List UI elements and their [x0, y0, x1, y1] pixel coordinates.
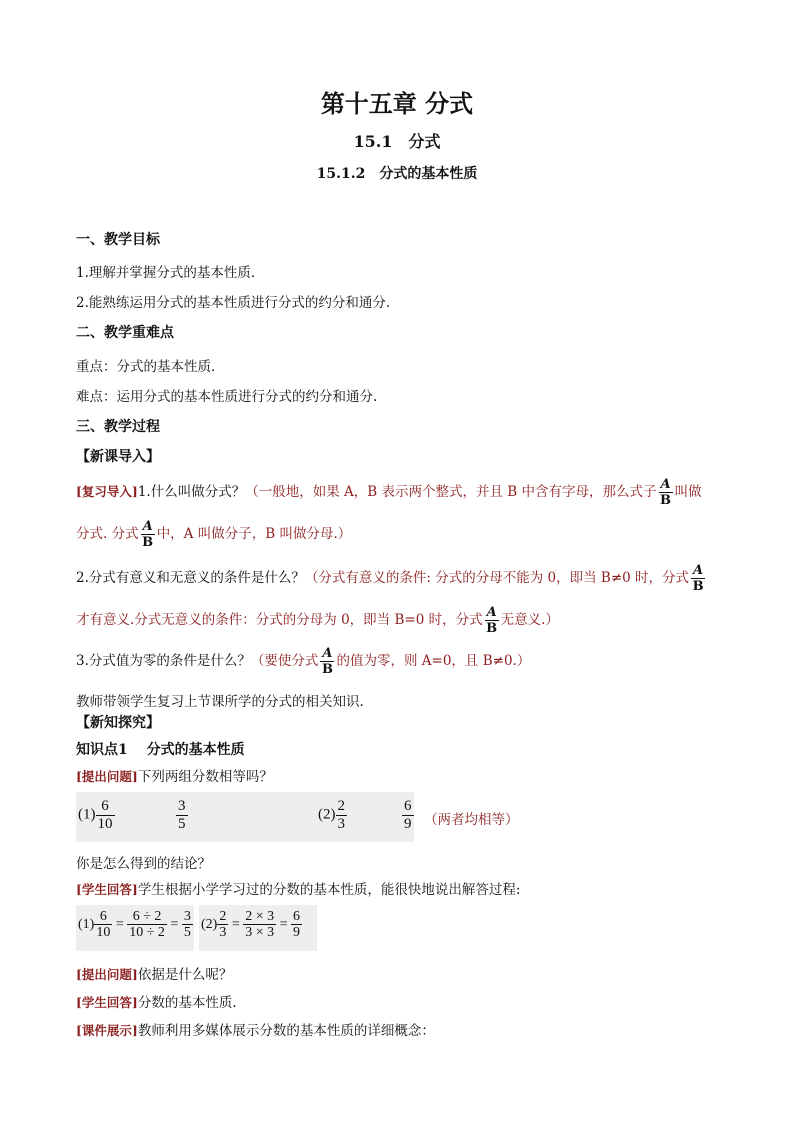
- subsection-title: 15.1.2 分式的基本性质: [316, 166, 478, 182]
- process-heading: 三、教学过程: [76, 419, 160, 435]
- calc-1: (1) $\frac{6}{10}$ = $\frac{6 \div 2}{10 \div 2}$ = $\frac{3}{5}$: [78, 909, 191, 941]
- fraction-group-2: (2) $\frac{2}{3}$: [318, 798, 345, 832]
- intro-heading: 【新课导入】: [76, 449, 160, 465]
- section-title: 15.1 分式: [353, 132, 441, 151]
- how-question: 你是怎么得到的结论？: [76, 856, 211, 872]
- answer-line-2: [76, 991, 237, 1011]
- question-1-text: 1.什么叫做分式？: [137, 484, 246, 500]
- answer-text-1: 学生根据小学学习过的分数的基本性质，能很快地说出解答过程:: [137, 882, 521, 898]
- key-point: 重点：分式的基本性质．: [76, 359, 225, 375]
- fraction-a-over-b: $\frac{A}{B}$: [486, 605, 498, 636]
- answer-tag: [学生回答]: [76, 882, 138, 897]
- ask-line-2: [76, 963, 232, 983]
- show-tag: [课件展示]: [76, 1023, 138, 1038]
- fraction-a-over-b: $\frac{A}{B}$: [142, 519, 154, 550]
- fraction-a-over-b: $\frac{A}{B}$: [321, 646, 333, 677]
- show-line: [76, 1019, 435, 1039]
- fraction-group-1: (1) $\frac{6}{10}$: [78, 798, 113, 832]
- answer-line-1: [76, 878, 520, 898]
- chapter-title: 第十五章 分式: [320, 89, 474, 118]
- explore-heading: 【新知探究】: [76, 715, 160, 731]
- question-2-text: 2.分式有意义和无意义的条件是什么？: [76, 570, 305, 586]
- fraction-a-over-b: $\frac{A}{B}$: [660, 477, 672, 508]
- keypoints-heading: 二、教学重难点: [76, 325, 174, 341]
- ask-tag: [提出问题]: [76, 769, 138, 784]
- show-text: 教师利用多媒体展示分数的基本性质的详细概念：: [137, 1023, 435, 1039]
- difficulty-point: 难点：运用分式的基本性质进行分式的约分和通分.: [76, 389, 378, 405]
- question-3-answer: （要使分式: [250, 653, 319, 669]
- calc-2: (2) $\frac{2}{3}$ = $\frac{2 \times 3}{3 \times 3}$ = $\frac{6}{9}$: [201, 909, 301, 941]
- question-1-answer-cont-2: 分式. 分式: [76, 526, 139, 542]
- question-2-line-1: [76, 564, 707, 593]
- equal-note: （两者均相等）: [424, 812, 519, 828]
- question-1-answer-cont-3: 中，A 叫做分子，B 叫做分母.）: [156, 526, 352, 542]
- goal-item-2: 2.能熟练运用分式的基本性质进行分式的约分和通分.: [76, 295, 391, 311]
- ask-text-2: 依据是什么呢？: [137, 967, 233, 983]
- fraction-compare-box: [76, 792, 414, 842]
- review-tag: [复习导入]: [76, 484, 138, 499]
- fraction-a-over-b: $\frac{A}{B}$: [692, 563, 704, 594]
- question-3-answer-cont: 的值为零，则 A=0，且 B≠0.）: [336, 653, 531, 669]
- ask-tag: [提出问题]: [76, 967, 138, 982]
- knowledge-point-1: 知识点1 分式的基本性质: [76, 742, 245, 758]
- question-3-text: 3.分式值为零的条件是什么？: [76, 653, 251, 669]
- fraction-group-2-b: $\frac{6}{9}$: [404, 798, 412, 832]
- answer-tag: [学生回答]: [76, 995, 138, 1010]
- question-2-answer-cont: 才有意义.分式无意义的条件：分式的分母为 0，即当 B=0 时，分式: [76, 612, 483, 628]
- goals-heading: 一、教学目标: [76, 232, 160, 248]
- ask-line-1: [76, 765, 273, 785]
- goal-item-1: 1.理解并掌握分式的基本性质．: [76, 265, 265, 281]
- question-2-answer-cont-2: 无意义.）: [500, 612, 559, 628]
- question-1-line-2: [76, 520, 351, 549]
- question-2-answer: （分式有意义的条件: 分式的分母不能为 0，即当 B≠0 时，分式: [304, 570, 690, 586]
- fraction-group-1-b: $\frac{3}{5}$: [178, 798, 186, 832]
- question-1-line-1: [76, 478, 702, 507]
- answer-text-2: 分数的基本性质.: [137, 995, 237, 1011]
- question-3-line: [76, 647, 530, 676]
- question-2-line-2: [76, 606, 559, 635]
- teacher-note: 教师带领学生复习上节课所学的分式的相关知识.: [76, 694, 364, 710]
- ask-text-1: 下列两组分数相等吗？: [137, 769, 273, 785]
- question-1-answer: （一般地，如果 A，B 表示两个整式，并且 B 中含有字母，那么式子: [245, 484, 657, 500]
- question-1-answer-cont: 叫做: [674, 484, 702, 500]
